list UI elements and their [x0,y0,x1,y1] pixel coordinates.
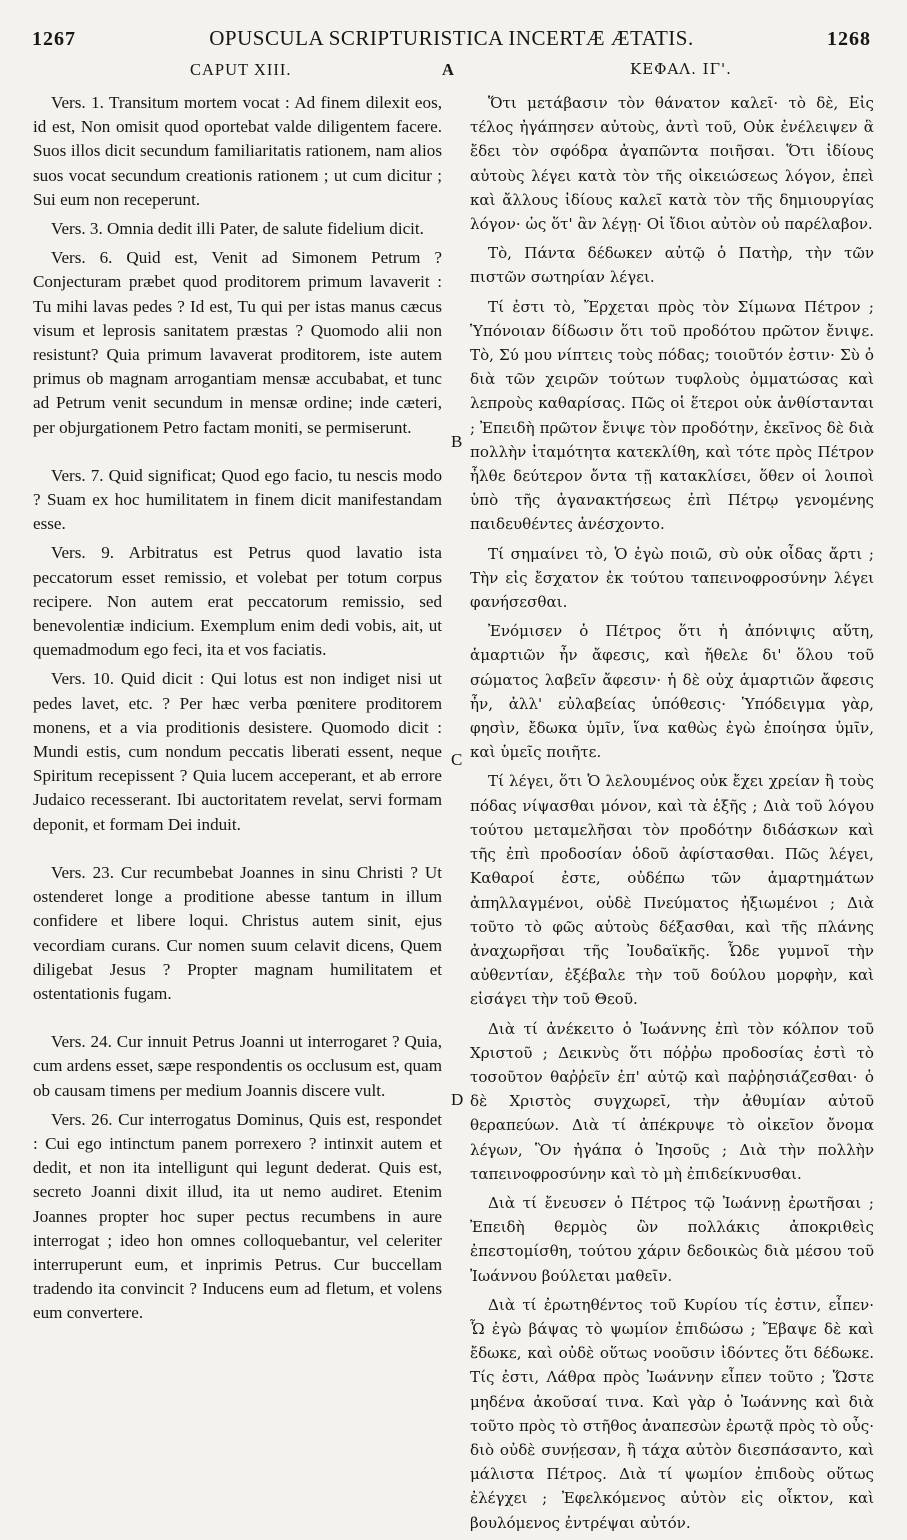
greek-verse-24: Διὰ τί ἔνευσεν ὁ Πέτρος τῷ Ἰωάννῃ ἐρωτῆσαι ; Ἐπειδὴ θερμὸς ὢν πολλάκις ἀποκριθεὶς ἐπεστομίσθη, τούτου χάριν δεδοικὼς διὰ μέσου τοῦ Ἰωάννου βούλεται μαθεῖν. [470,1193,874,1285]
latin-verse-9: Vers. 9. Arbitratus est Petrus quod lavatio ista peccatorum esset remissio, et volebat per totum corpus recipere. Non autem erat peccatorum remissio, sed benevolentiæ indicium. Exemplum enim dedi vobis, ait, ut quemadmodum ego feci, ita et vos faciatis. [33,543,442,660]
greek-verse-7: Τί σημαίνει τὸ, Ὁ ἐγὼ ποιῶ, σὺ οὐκ οἶδας ἄρτι ; Τὴν εἰς ἔσχατον ἐκ τούτου ταπεινοφροσύνην λέγει φανήσεσθαι. [470,544,874,612]
latin-verse-7: Vers. 7. Quid significat; Quod ego facio, tu nescis modo ? Suam ex hoc humilitatem in finem dicit manifestandam esse. [33,465,442,534]
greek-verse-1: Ὅτι μετάβασιν τὸν θάνατον καλεῖ· τὸ δὲ, Εἰς τέλος ἠγάπησεν αὐτοὺς, ἀντὶ τοῦ, Οὐκ ἐνέλειψεν ἃ ἔδει τὸν σφόδρα ἀγαπῶντα ποιῆσαι. Ὅτι ἰδίους αὐτοὺς λέγει κατὰ τὸν τῆς οἰκειώσεως λόγον, ἐπεὶ καὶ ἄλλους ἰδίους καλεῖ κατὰ τὸν τῆς δημιουργίας λόγον· ὡς ὅτ' ἂν λέγῃ· Οἱ ἴδιοι αὐτὸν οὐ παρέλαβον. [470,94,874,234]
margin-letter-b: B [451,432,463,451]
latin-verse-23: Vers. 23. Cur recumbebat Joannes in sinu Christi ? Ut ostenderet longe a proditione abesse tantum in illum confidere et libere loqui. Christus autem sinit, ejus vecordiam curans. Cur nomen suum celavit dicens, Quem diligebat Jesus ? Propter magnam humilitatem et ostentationis fugam. [33,862,442,1003]
running-title: OPUSCULA SCRIPTURISTICA INCERTÆ ÆTATIS. [209,26,694,50]
running-header [32,26,871,56]
chapter-heading-row [32,60,871,82]
latin-verse-1: Vers. 1. Transitum mortem vocat : Ad finem dilexit eos, id est, Non omisit quod oportebat valde diligentem facere. Suos illos dicit secundum familiaritatis rationem, nam alios suos vocat secundum creationis rationem ; ut cum dicitur ; Sui eum non receperunt. [33,93,442,209]
greek-verse-3: Τὸ, Πάντα δέδωκεν αὐτῷ ὁ Πατὴρ, τὴν τῶν πιστῶν σωτηρίαν λέγει. [470,244,874,287]
margin-letter-d: D [451,1090,464,1109]
latin-column [33,91,442,1331]
greek-verse-10: Τί λέγει, ὅτι Ὁ λελουμένος οὐκ ἔχει χρείαν ἢ τοὺς πόδας νίψασθαι μόνον, καὶ τὰ ἑξῆς ; Διὰ τοῦ λόγου τούτου μεταμελῆσαι τὸν προδότην διδάσκων καὶ τῆς ἐπὶ προδοσίαν ὁδοῦ ἀφίστασθαι. Πῶς λέγει, Καθαροί ἐστε, οὐδέπω τῶν ἁμαρτημάτων ἀπηλλαγμένοι, οὐδὲ Πνεύματος ἠξιωμένοι ; Διὰ τοῦτο τὸ φῶς αὐτοὺς δέξασθαι, καὶ τῆς πλάνης ἀναχωρῆσαι τῆς Ἰουδαϊκῆς. Ὧδε γυμνοῖ τὴν αὐθεντίαν, ἐξέβαλε τὴν τοῦ δούλου μορφὴν, καὶ εἰσάγει τὴν τοῦ Θεοῦ. [470,772,874,1009]
greek-verse-9: Ἐνόμισεν ὁ Πέτρος ὅτι ἡ ἀπόνιψις αὕτη, ἁμαρτιῶν ἦν ἄφεσις, καὶ ἤθελε δι' ὅλου τοῦ σώματος λαβεῖν ἄφεσιν· ἡ δὲ οὐχ ἁμαρτιῶν ἄφεσις ἦν, ἀλλ' εὐλαβείας ὑπόθεσις· Ὑπόδειγμα γὰρ, φησὶν, ἔδωκα ὑμῖν, ἵνα καθὼς ἐγὼ ἐποίησα ὑμῖν, καὶ ὑμεῖς ποιῆτε. [470,622,874,762]
chapter-heading-greek: ΚΕΦΑΛ. ΙΓ'. [630,60,732,78]
latin-verse-10: Vers. 10. Quid dicit : Qui lotus est non indiget nisi ut pedes lavet, etc. ? Per hæc verba pœnitere proditorem monens, et a via proditionis desistere. Quomodo dicit : Mundi estis, cum nondum peccatis liberati essent, neque Spiritum recepissent ? Quia lucem acceperant, et ab errore Judaico recesserant. Ibi auctoritatem revelat, servi formam deponit, et formam Dei induit. [33,669,442,834]
page-number-right: 1268 [827,28,871,50]
margin-letter-top: A [442,60,455,79]
page-number-left: 1267 [32,28,76,50]
greek-verse-23: Διὰ τί ἀνέκειτο ὁ Ἰωάννης ἐπὶ τὸν κόλπον τοῦ Χριστοῦ ; Δεικνὺς ὅτι πόῤῥω προδοσίας ἐστὶ τὸ τοσοῦτον θαῤῥεῖν ἐπ' αὐτῷ καὶ παῤῥησιάζεσθαι· ὁ δὲ Χριστὸς συγχωρεῖ, τὴν ἀθυμίαν αὐτοῦ θεραπεύων. Διὰ τί ἀπέκρυψε τὸ οἰκεῖον ὄνομα λέγων, Ὃν ἠγάπα ὁ Ἰησοῦς ; Διὰ τὴν πολλὴν ταπεινοφροσύνην καὶ τὸ μὴ ἐπιδείκνυσθαι. [470,1019,874,1183]
greek-column [470,91,874,1540]
chapter-heading-latin: CAPUT XIII. [190,60,292,79]
latin-verse-6: Vers. 6. Quid est, Venit ad Simonem Petrum ? Conjecturam præbet quod proditorem primum lavaverit : Tu mihi lavas pedes ? Id est, Tu qui per istas manus cæcus visum et leprosis sanitatem præstas ? Quomodo alii non resistunt? Quia primum lavaverat proditorem, iste autem primus ob magnam arrogantiam mensæ accubabat, et tunc ad Petrum venit secundum in mensæ ordine; inde cæteri, per objurgationem Petro factam moniti, se permiserunt. [33,248,442,437]
latin-verse-24: Vers. 24. Cur innuit Petrus Joanni ut interrogaret ? Quia, cum ardens esset, sæpe respondentis os occlusum est, quam ob causam timens per medium Joannis discere vult. [33,1032,442,1100]
margin-letter-c: C [451,750,463,769]
latin-verse-26: Vers. 26. Cur interrogatus Dominus, Quis est, respondet : Cui ego intinctum panem porrexero ? intinxit autem et dedit, et non ita intelligunt qui legunt dederat. Quis est, secreto Joanni dixit illud, ita ut nemo audiret. Etenim Joannes propter hoc super pectus recumbens in aure interrogat ; ideo hon omnes colloquebantur, vel celeriter interruperunt eum, et inprimis Petrus. Cur buccellam tradendo ita convincit ? Inducens eum ad fletum, et volens eum convertere. [33,1109,442,1323]
latin-verse-3: Vers. 3. Omnia dedit illi Pater, de salute fidelium dicit. [51,219,424,239]
greek-verse-6: Τί ἐστι τὸ, Ἔρχεται πρὸς τὸν Σίμωνα Πέτρον ; Ὑπόνοιαν δίδωσιν ὅτι τοῦ προδότου πρῶτον ἔνιψε. Τὸ, Σύ μου νίπτεις τοὺς πόδας; τοιοῦτόν ἐστιν· Σὺ ὁ διὰ τῶν χειρῶν τούτων τυφλοὺς ὀμματώσας καὶ λεπροὺς καθαρίσας. Πῶς οἱ ἕτεροι οὐκ ἀνθίστανται ; Ἐπειδὴ πρῶτον ἔνιψε τὸν προδότην, ἐκεῖνος δὲ διὰ πολλὴν ἰταμότητα κατεκλίθη, καὶ τότε πρὸς Πέτρον ἦλθε δεύτερον ὄντα τῇ κατακλίσει, ὅθεν οἱ λοιποὶ ὑπὸ τῆς ἀγανακτήσεως ἐπὶ Πέτρῳ γενομένης παιδευθέντες ἀνέσχοντο. [470,297,874,534]
greek-verse-26: Διὰ τί ἐρωτηθέντος τοῦ Κυρίου τίς ἐστιν, εἶπεν· Ὧ ἐγὼ βάψας τὸ ψωμίον ἐπιδώσω ; Ἔβαψε δὲ καὶ ἔδωκε, καὶ οὐδὲ οὕτως νοοῦσιν ἰδόντες ὅτι δέδωκε. Τίς ἐστι, Λάθρα πρὸς Ἰωάννην εἶπεν τοῦτο ; Ὥστε μηδένα ἀκοῦσαί τινα. Καὶ γὰρ ὁ Ἰωάννης καὶ διὰ τοῦτο πρὸς τὸ στῆθος ἀναπεσὼν ἐρωτᾷ πρὸς τὸ οὖς· διὸ οὐδὲ συνῄεσαν, ἢ τάχα αὐτὸν διεσπάσαντο, καὶ μάλιστα Πέτρος. Διὰ τί ψωμίον ἐπιδοὺς οὕτως ἐλέγχει ; Ἐφελκόμενος αὐτὸν εἰς οἶκτον, καὶ βουλόμενος ἐντρέψαι αὐτόν. [470,1295,874,1532]
